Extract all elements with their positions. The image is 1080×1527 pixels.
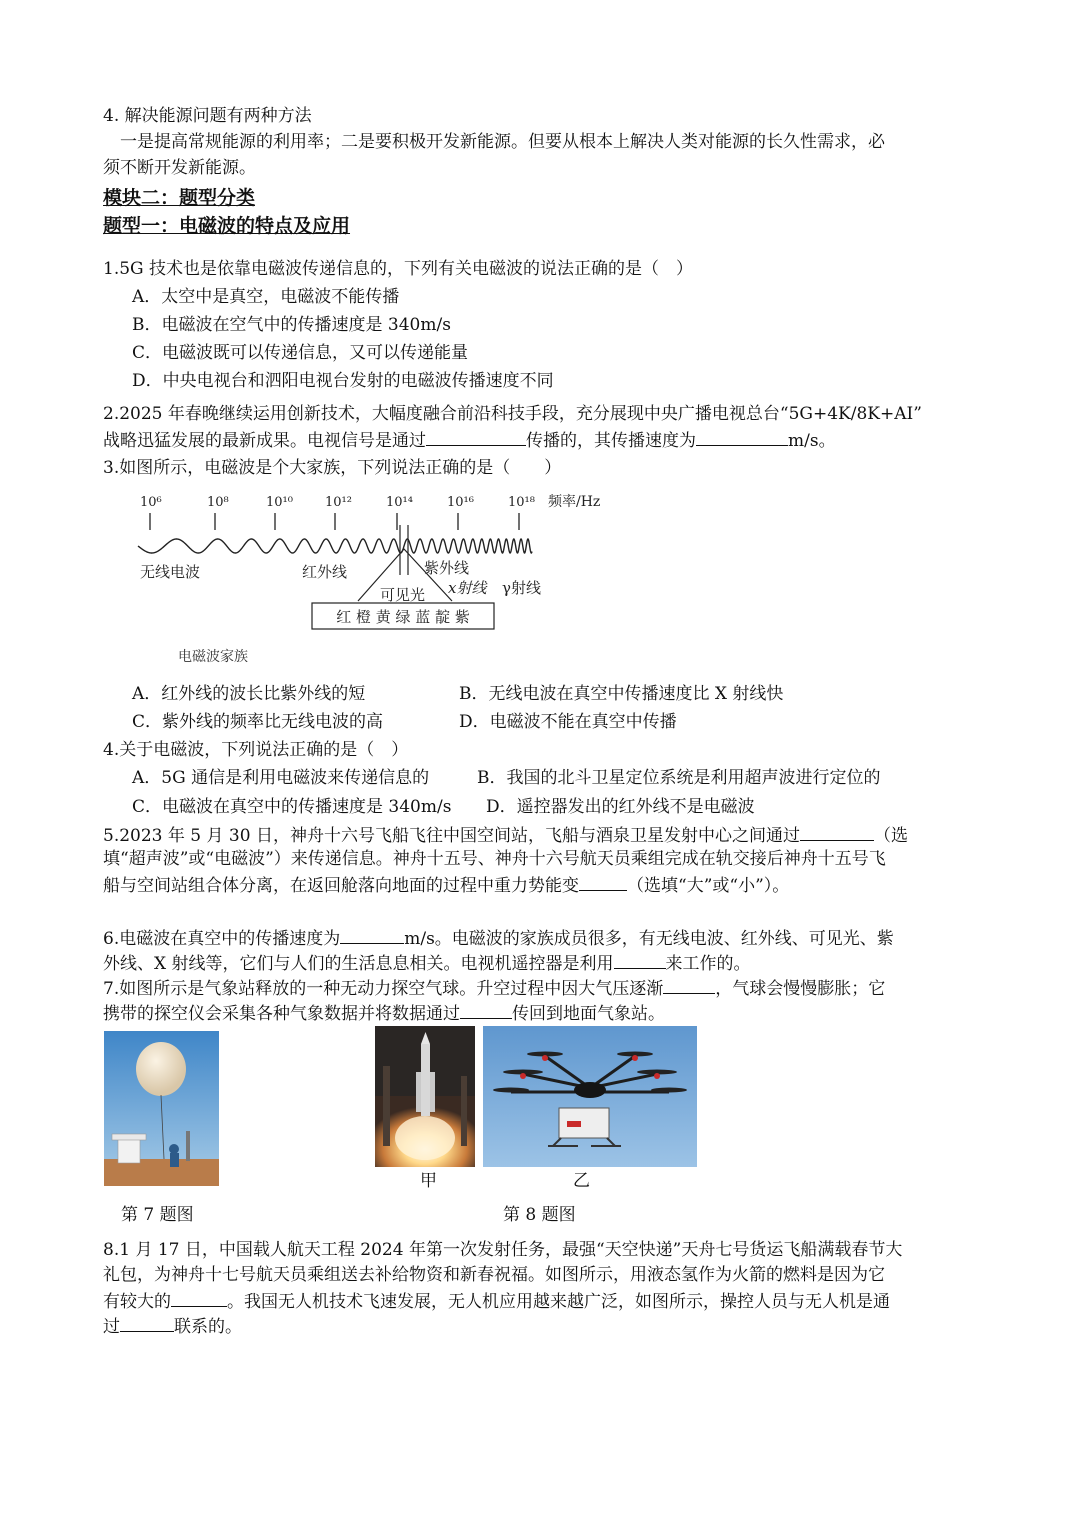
- rocket-launch-photo: [375, 1026, 475, 1167]
- fig8-caption: 第 8 题图: [503, 1205, 576, 1225]
- q8-line4-part2: 联系的。: [174, 1317, 242, 1337]
- q4-option-b: B．我国的北斗卫星定位系统是利用超声波进行定位的: [477, 768, 881, 788]
- q3-option-b: B．无线电波在真空中传播速度比 X 射线快: [459, 684, 784, 704]
- q3-option-c: C．紫外线的频率比无线电波的高: [132, 712, 384, 732]
- q6-line1-part2: m/s。电磁波的家族成员很多，有无线电波、红外线、可见光、紫: [404, 929, 894, 949]
- q7-line1-part1: 7.如图所示是气象站释放的一种无动力探空气球。升空过程中因大气压逐渐: [103, 979, 664, 999]
- q4-option-a: A．5G 通信是利用电磁波来传递信息的: [132, 768, 430, 788]
- freq-label-18: 10¹⁸: [508, 495, 535, 510]
- q8-line3: [103, 1288, 890, 1314]
- q6-blank-1: [340, 925, 404, 944]
- drone-photo: [483, 1026, 697, 1167]
- q5-line3-part2: （选填“大”或“小”）。: [627, 876, 790, 896]
- q7-line2: [103, 1000, 665, 1026]
- q4-stem: 4.关于电磁波，下列说法正确的是（ ）: [103, 740, 409, 760]
- balloon-shape: [136, 1042, 186, 1096]
- q8-blank-1: [171, 1288, 227, 1307]
- q2-blank-2: [696, 427, 788, 446]
- drone-cargo-box: [559, 1108, 609, 1138]
- label-ultraviolet: 紫外线: [424, 559, 470, 577]
- q6-line2-part2: 来工作的。: [665, 954, 751, 974]
- q1-option-a: A．太空中是真空，电磁波不能传播: [132, 287, 400, 307]
- q5-blank-2: [579, 872, 627, 891]
- q6-line1: [103, 925, 894, 951]
- freq-label-6: 10⁶: [140, 495, 162, 510]
- q7-blank-1: [663, 975, 715, 994]
- q3-option-d: D．电磁波不能在真空中传播: [459, 712, 677, 732]
- q1-option-c: C．电磁波既可以传递信息，又可以传递能量: [132, 343, 469, 363]
- q7-line2-part1: 携带的探空仪会采集各种气象数据并将数据通过: [103, 1004, 460, 1024]
- q7-line1: [103, 975, 885, 1001]
- type1-heading: 题型一：电磁波的特点及应用: [103, 215, 351, 237]
- q6-line2: [103, 950, 751, 976]
- q8-line1: 8.1 月 17 日，中国载人航天工程 2024 年第一次发射任务，最强“天空快递”天舟七号货运飞船满载春节大: [103, 1240, 903, 1260]
- q5-line3-part1: 船与空间站组合体分离，在返回舱落向地面的过程中重力势能变: [103, 876, 579, 896]
- drone-body: [574, 1082, 606, 1098]
- q8-line3-part1: 有较大的: [103, 1292, 171, 1312]
- q2-line2-part3: m/s。: [788, 431, 836, 451]
- fig-label-yi: 乙: [573, 1171, 590, 1191]
- q2-line2: [103, 427, 836, 453]
- q2-line2-part1: 战略迅猛发展的最新成果。电视信号是通过: [103, 431, 426, 451]
- q4-option-d: D．遥控器发出的红外线不是电磁波: [486, 797, 755, 817]
- q5-line3: [103, 872, 789, 898]
- fig-label-jia: 甲: [420, 1171, 437, 1191]
- label-x-ray: x射线: [448, 579, 487, 597]
- module-heading: 模块二：题型分类: [103, 187, 256, 209]
- freq-tick-marks: [150, 513, 519, 530]
- q5-blank-1: [800, 822, 874, 841]
- q8-line4-part1: 过: [103, 1317, 120, 1337]
- sec4-line1: 一是提高常规能源的利用率；二是要积极开发新能源。但要从根本上解决人类对能源的长久性需求，必: [120, 132, 885, 152]
- freq-label-10: 10¹⁰: [266, 495, 293, 510]
- q6-blank-2: [614, 950, 666, 969]
- q5-line1: [103, 822, 908, 848]
- sec4-line2: 须不断开发新能源。: [103, 158, 256, 178]
- label-radio-waves: 无线电波: [140, 563, 201, 581]
- q8-line4: [103, 1313, 242, 1339]
- label-gamma-ray: γ射线: [502, 579, 541, 597]
- q7-blank-2: [460, 1000, 512, 1019]
- q1-option-b: B．电磁波在空气中的传播速度是 340m/s: [132, 315, 451, 335]
- visible-colors-text: 红 橙 黄 绿 蓝 靛 紫: [336, 608, 470, 626]
- q1-option-d: D．中央电视台和泗阳电视台发射的电磁波传播速度不同: [132, 371, 554, 391]
- freq-label-14: 10¹⁴: [386, 495, 413, 510]
- q2-blank-1: [426, 427, 526, 446]
- freq-label-8: 10⁸: [207, 495, 229, 510]
- sec4-title: 4. 解决能源问题有两种方法: [103, 106, 312, 126]
- weather-balloon-photo: [104, 1031, 219, 1186]
- q5-line1-part2: （选: [873, 826, 908, 846]
- q3-stem: 3.如图所示，电磁波是个大家族，下列说法正确的是（ ）: [103, 458, 562, 478]
- q8-line3-part2: 。我国无人机技术飞速发展，无人机应用越来越广泛，如图所示，操控人员与无人机是通: [227, 1292, 890, 1312]
- q6-line1-part1: 6.电磁波在真空中的传播速度为: [103, 929, 341, 949]
- q5-line1-part1: 5.2023 年 5 月 30 日，神舟十六号飞船飞往中国空间站，飞船与酒泉卫星发射中心之间通过: [103, 826, 800, 846]
- em-wave-curve: [138, 539, 532, 553]
- label-infrared: 红外线: [302, 563, 348, 581]
- q3-option-a: A．红外线的波长比紫外线的短: [132, 684, 366, 704]
- q6-line2-part1: 外线、X 射线等，它们与人们的生活息息相关。电视机遥控器是利用: [103, 954, 614, 974]
- q2-line2-part2: 传播的，其传播速度为: [526, 431, 696, 451]
- freq-label-16: 10¹⁶: [447, 495, 474, 510]
- q4-option-c: C．电磁波在真空中的传播速度是 340m/s: [132, 797, 452, 817]
- label-visible-light: 可见光: [380, 586, 426, 604]
- freq-unit-label: 频率/Hz: [548, 494, 601, 510]
- spectrum-caption: 电磁波家族: [178, 649, 248, 665]
- freq-label-12: 10¹²: [325, 495, 352, 510]
- q8-line2: 礼包，为神舟十七号航天员乘组送去补给物资和新春祝福。如图所示，用液态氢作为火箭的燃料是因为它: [103, 1265, 885, 1285]
- em-spectrum-diagram: [130, 485, 620, 665]
- rocket-body: [421, 1044, 430, 1116]
- q1-stem: 1.5G 技术也是依靠电磁波传递信息的，下列有关电磁波的说法正确的是（ ）: [103, 259, 694, 279]
- q8-blank-2: [120, 1313, 174, 1332]
- fig7-caption: 第 7 题图: [121, 1205, 194, 1225]
- q5-line2: 填“超声波”或“电磁波”）来传递信息。神舟十五号、神舟十六号航天员乘组完成在轨交接后神舟十五号飞: [103, 849, 886, 869]
- q2-line1: 2.2025 年春晚继续运用创新技术，大幅度融合前沿科技手段，充分展现中央广播电视总台“5G+4K/8K+AI”: [103, 404, 922, 424]
- q7-line2-part2: 传回到地面气象站。: [512, 1004, 665, 1024]
- q7-line1-part2: ，气球会慢慢膨胀；它: [715, 979, 886, 999]
